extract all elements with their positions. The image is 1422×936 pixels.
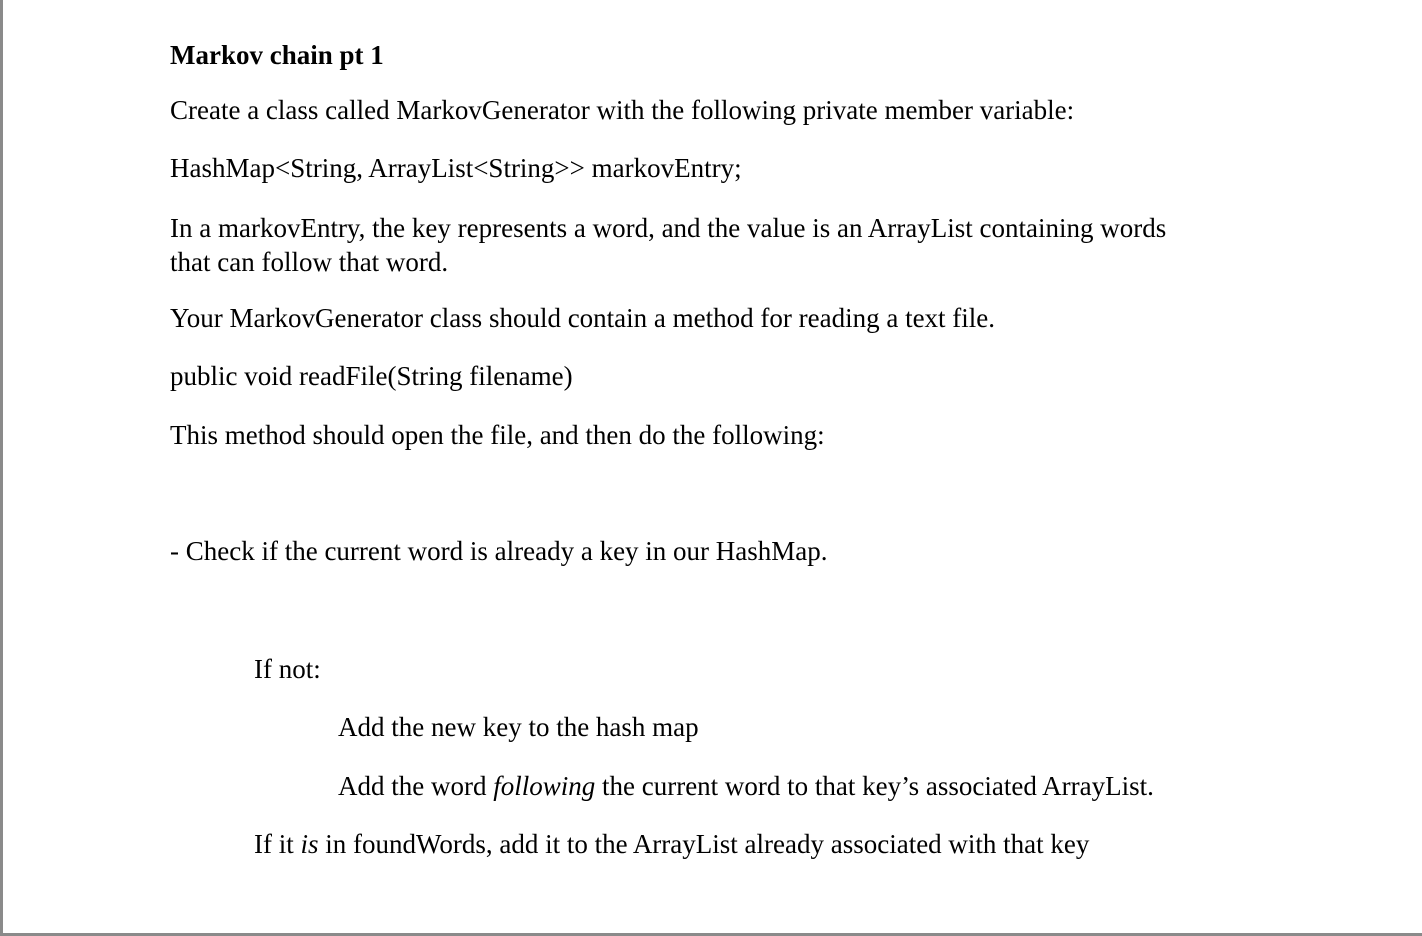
intro-paragraph: Create a class called MarkovGenerator with the following private member variable: [170, 95, 1075, 125]
member-variable-declaration: HashMap<String, ArrayList<String>> markovEntry; [170, 153, 742, 183]
add-key-step: Add the new key to the hash map [338, 712, 699, 742]
add-following-step [338, 769, 1154, 803]
method-behavior-paragraph: This method should open the file, and then do the following: [170, 420, 825, 450]
add-following-text-before: Add the word [338, 771, 494, 801]
if-not-label: If not: [254, 654, 321, 684]
if-is-emphasis: is [300, 829, 319, 859]
method-signature: public void readFile(String filename) [170, 361, 573, 391]
step-check-item: - Check if the current word is already a key in our HashMap. [170, 536, 828, 566]
add-following-text-after: the current word to that key’s associated ArrayList. [595, 771, 1154, 801]
add-following-emphasis: following [493, 771, 596, 801]
if-is-text-before: If it [254, 829, 301, 859]
if-is-step [254, 827, 1089, 861]
entry-description-paragraph: In a markovEntry, the key represents a word, and the value is an ArrayList containing words that can follow that word. [170, 213, 1167, 277]
if-is-text-after: in foundWords, add it to the ArrayList already associated with that key [318, 829, 1090, 859]
document-title: Markov chain pt 1 [170, 40, 384, 70]
read-method-intro: Your MarkovGenerator class should contain a method for reading a text file. [170, 303, 996, 333]
